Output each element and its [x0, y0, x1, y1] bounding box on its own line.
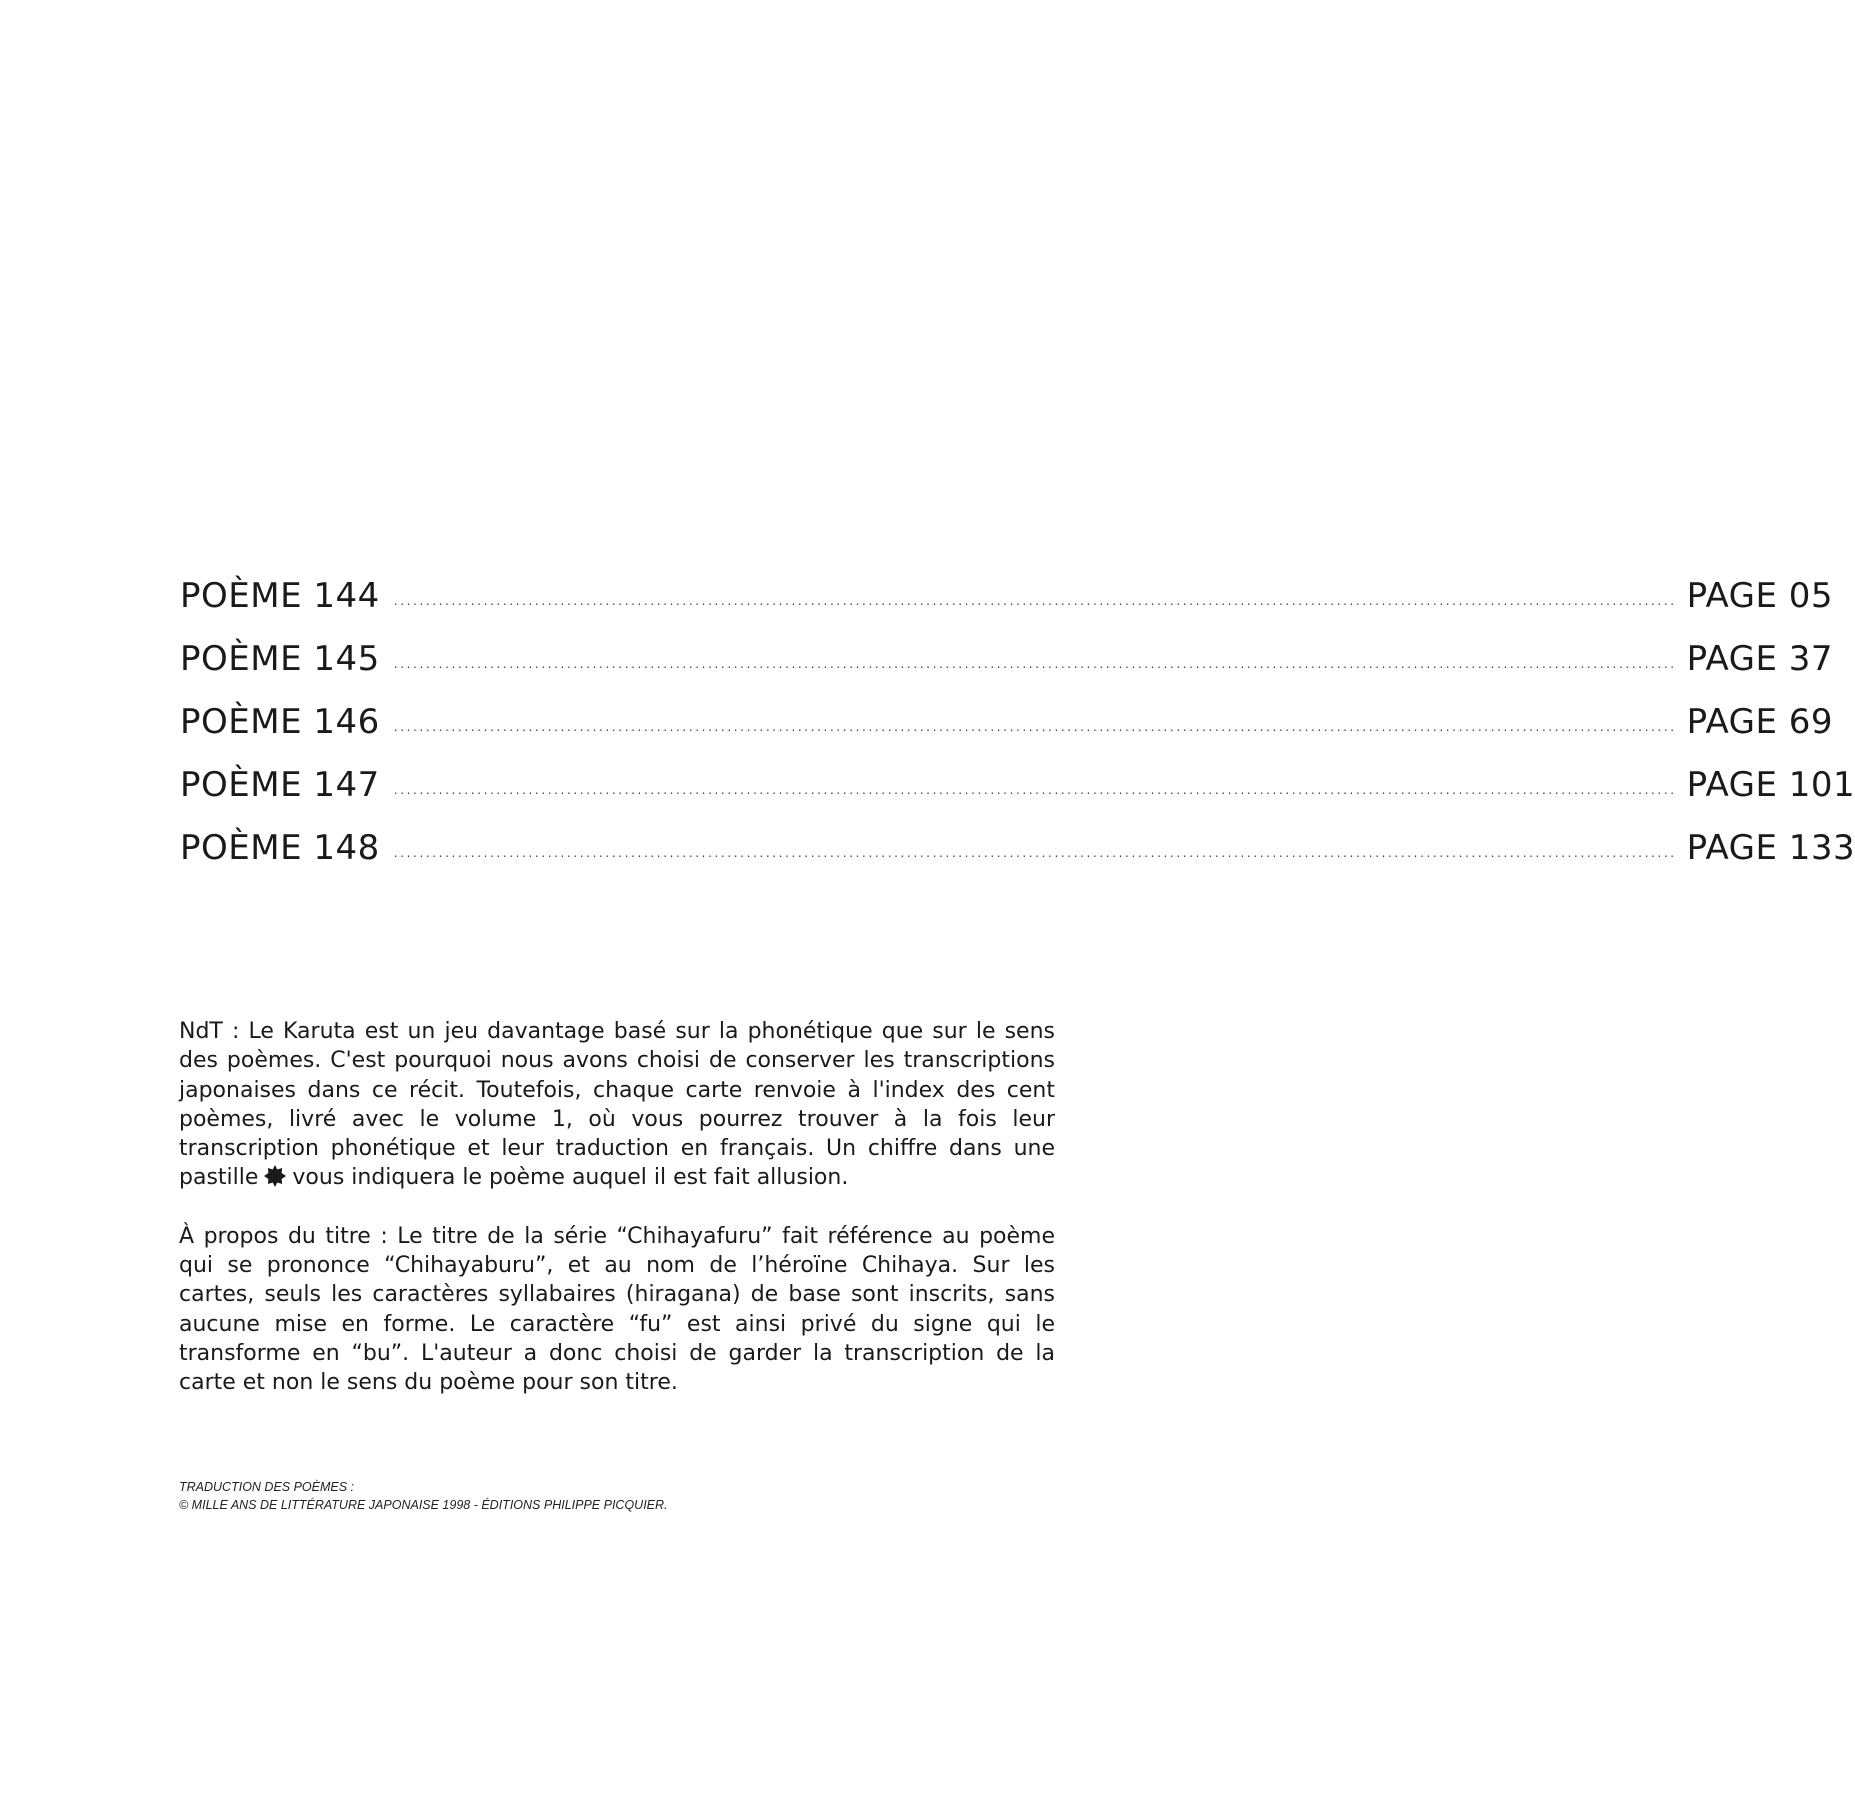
toc-entry-page: PAGE 37 [1686, 639, 1834, 679]
toc-entry-poeme-144 [180, 576, 1834, 639]
toc-entry-poeme-147 [180, 765, 1855, 828]
toc-entry-poeme-145 [180, 639, 1834, 702]
toc-dot-leader: ........................................................................................................................................................................................................ [393, 594, 1677, 608]
toc-entry-page: PAGE 69 [1686, 702, 1834, 742]
toc-entry-poeme-148 [180, 828, 1855, 891]
toc-dot-leader: ........................................................................................................................................................................................................ [393, 720, 1677, 734]
title-note-paragraph: À propos du titre : Le titre de la série “Chihayafuru” fait référence au poème qui se prononce “Chihayaburu”, et au nom de l’héroïne Chihaya. Sur les cartes, seuls les caractères syllabaires (hiragana) de base sont inscrits, sans aucune mise en forme. Le caractère “fu” est ainsi privé du signe qui le transforme en “bu”. L'auteur a donc choisi de garder la transcription de la carte et non le sens du poème pour son titre. [179, 1223, 1055, 1396]
toc-entry-page: PAGE 101 [1686, 765, 1855, 805]
ndt-paragraph [179, 1017, 1055, 1193]
toc-dot-leader: ........................................................................................................................................................................................................ [393, 783, 1677, 797]
toc-entry-page: PAGE 133 [1686, 828, 1855, 868]
translator-notes [179, 1017, 1055, 1398]
toc-entry-label: POÈME 147 [180, 765, 380, 805]
pastille-badge-icon [264, 1165, 286, 1187]
credits-line-2: © MILLE ANS DE LITTÉRATURE JAPONAISE 1998 - ÉDITIONS PHILIPPE PICQUIER. [179, 1498, 668, 1512]
ndt-text-end: vous indiquera le poème auquel il est fait allusion. [292, 1165, 849, 1191]
toc-entry-label: POÈME 145 [180, 639, 380, 679]
toc-entry-label: POÈME 144 [180, 576, 380, 616]
table-of-contents [180, 576, 1855, 891]
toc-entry-label: POÈME 146 [180, 702, 380, 742]
translation-credits [179, 1478, 1079, 1514]
toc-entry-label: POÈME 148 [180, 828, 380, 868]
credits-line-1: TRADUCTION DES POÈMES : [179, 1480, 355, 1494]
toc-dot-leader: ........................................................................................................................................................................................................ [393, 657, 1677, 671]
toc-entry-poeme-146 [180, 702, 1834, 765]
toc-dot-leader: ........................................................................................................................................................................................................ [393, 846, 1677, 860]
toc-entry-page: PAGE 05 [1686, 576, 1834, 616]
ndt-text-start: NdT : Le Karuta est un jeu davantage basé sur la phonétique que sur le sens des poèmes. C'est pourquoi nous avons choisi de conserver les transcriptions japonaises dans ce récit. Toutefois, chaque carte renvoie à l'index des cent poèmes, livré avec le volume 1, où vous pourrez trouver à la fois leur transcription phonétique et leur traduction en français. Un chiffre dans une pastille [179, 1019, 1055, 1191]
